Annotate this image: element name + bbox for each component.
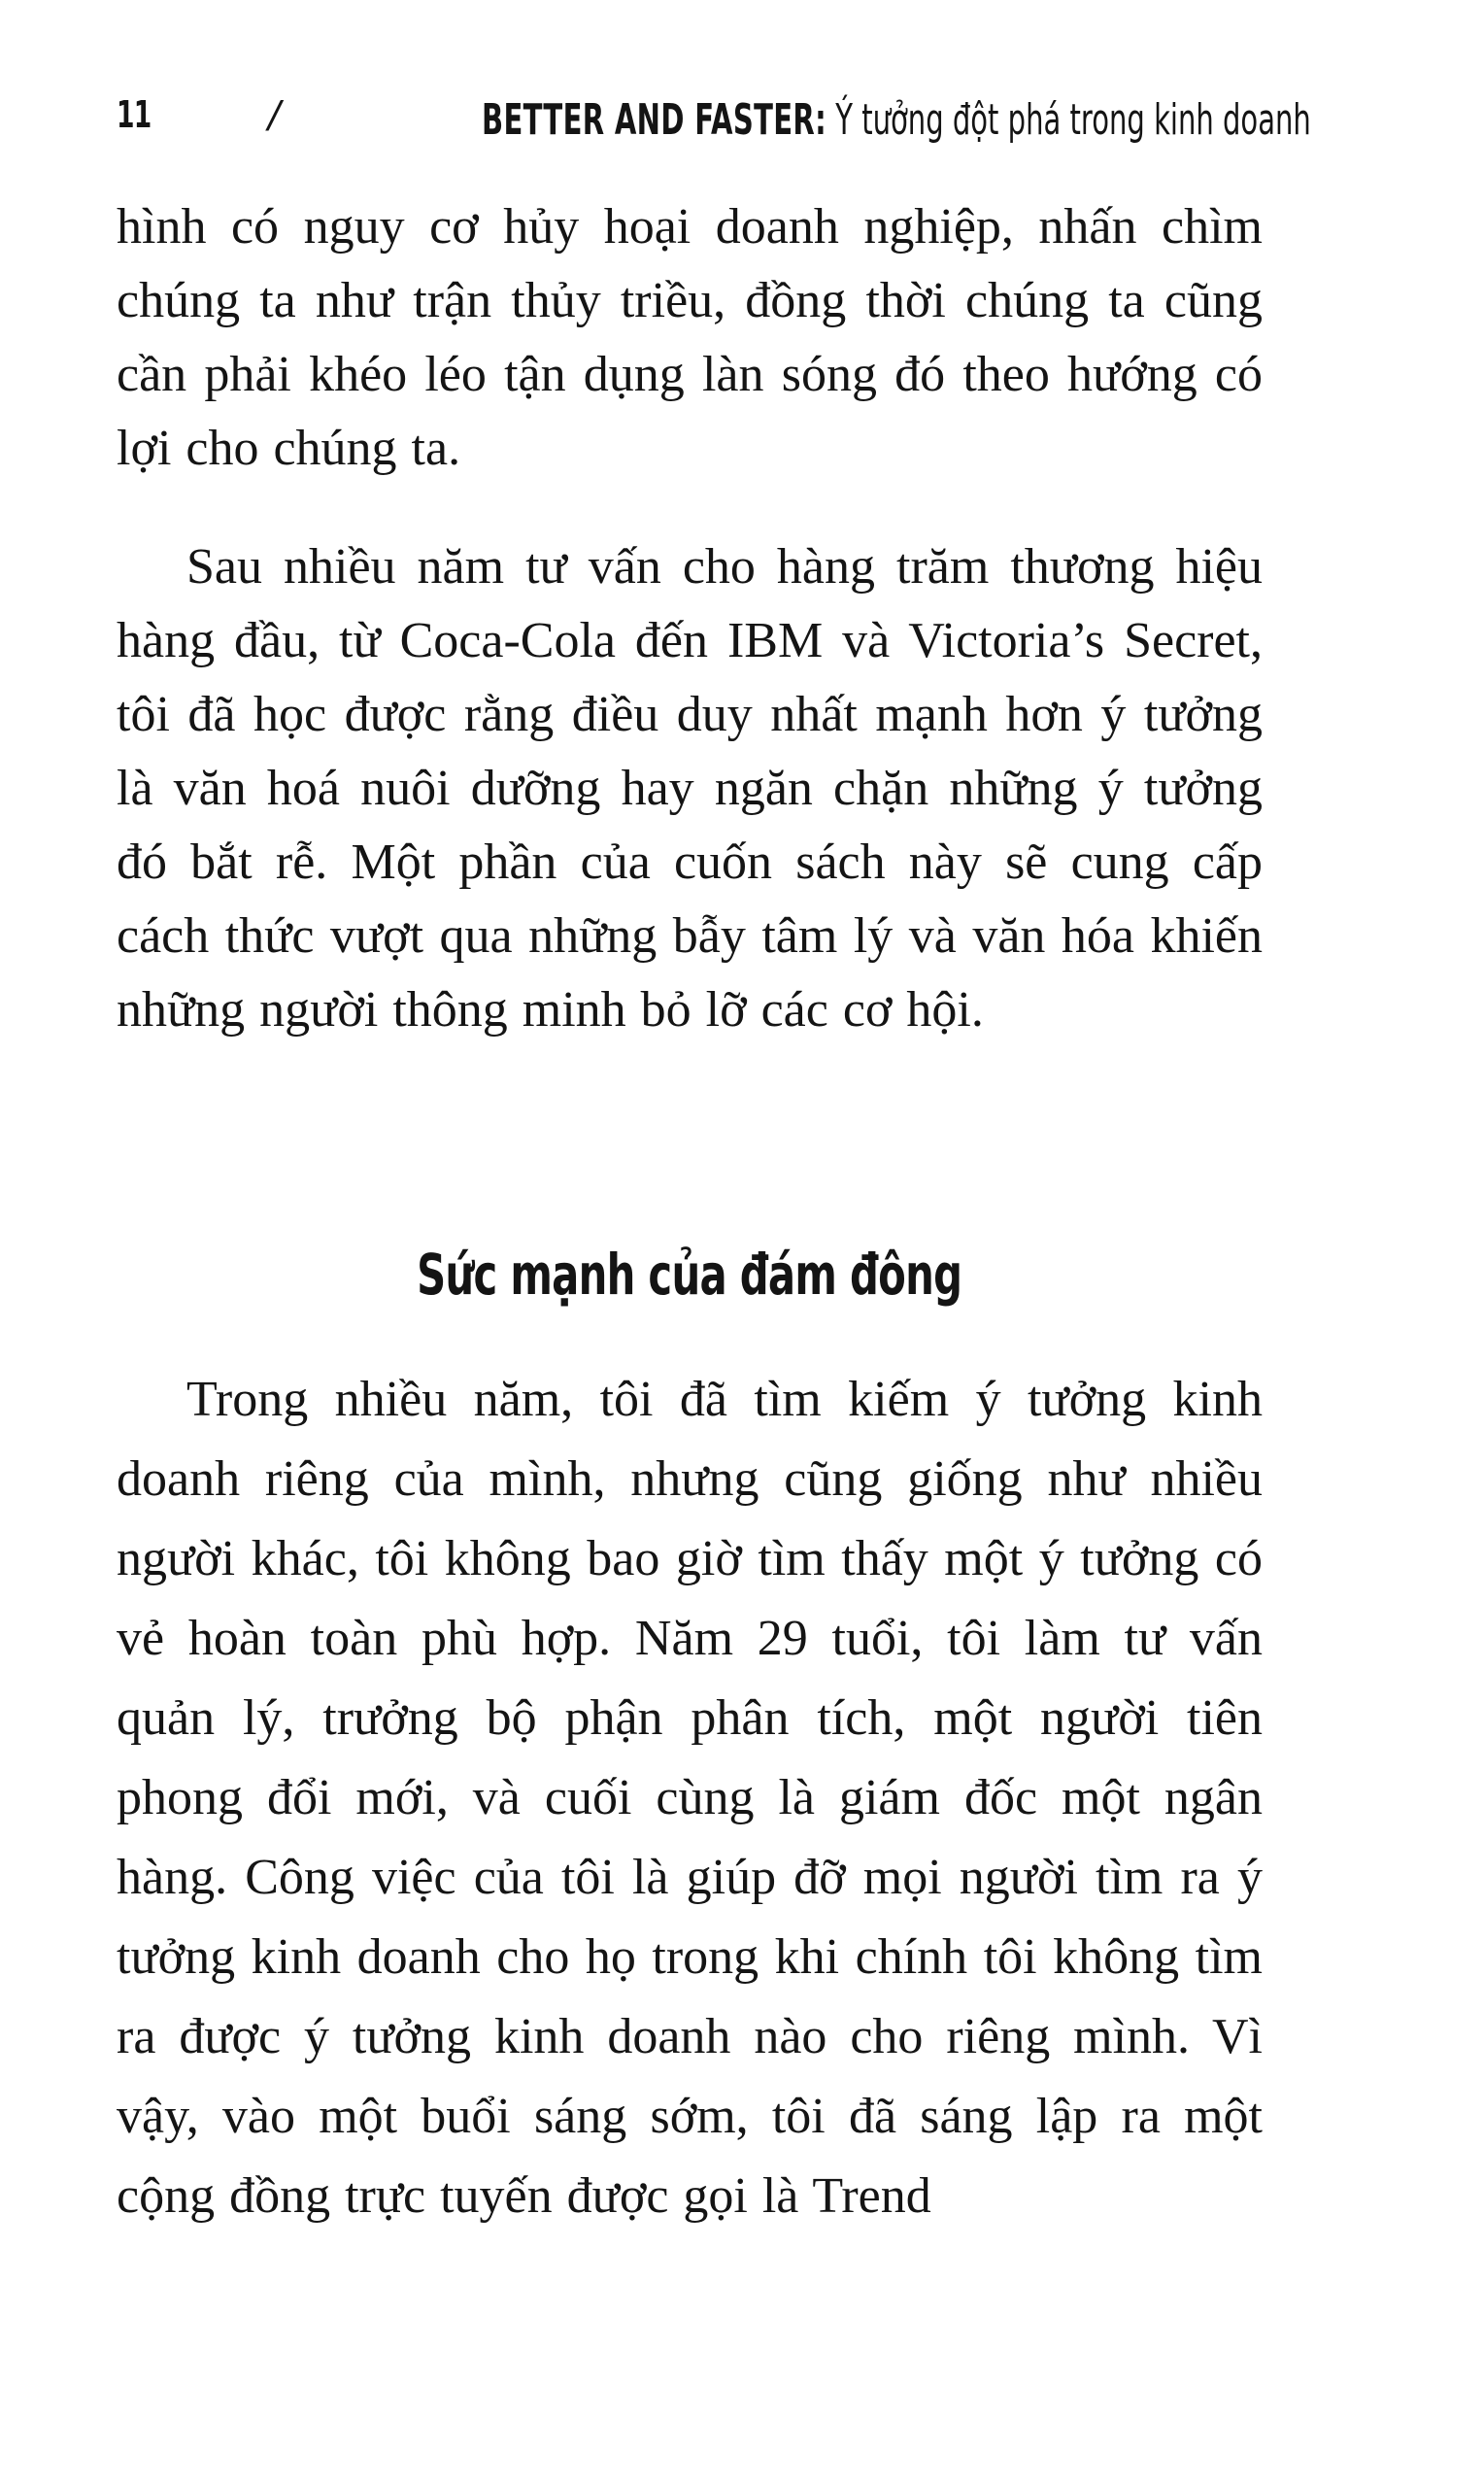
section-heading: [117, 1242, 1263, 1308]
paragraph: Trong nhiều năm, tôi đã tìm kiếm ý tưởng kinh doanh riêng của mình, nhưng cũng giống như nhiều người khác, tôi không bao giờ tìm thấy một ý tưởng có vẻ hoàn toàn phù hợp. Năm 29 tuổi, tôi làm tư vấn quản lý, trưởng bộ phận phân tích, một người tiên phong đổi mới, và cuối cùng là giám đốc một ngân hàng. Công việc của tôi là giúp đỡ mọi người tìm ra ý tưởng kinh doanh cho họ trong khi chính tôi không tìm ra được ý tưởng kinh doanh nào cho riêng mình. Vì vậy, vào một buổi sáng sớm, tôi đã sáng lập ra một cộng đồng trực tuyến được gọi là Trend: [117, 1372, 1263, 2224]
header-separator: /: [268, 93, 281, 136]
running-header: [117, 93, 1311, 152]
paragraph: Sau nhiều năm tư vấn cho hàng trăm thương hiệu hàng đầu, từ Coca-Cola đến IBM và Victoria’s Secret, tôi đã học được rằng điều duy nhất mạnh hơn ý tưởng là văn hoá nuôi dưỡng hay ngăn chặn những ý tưởng đó bắt rễ. Một phần của cuốn sách này sẽ cung cấp cách thức vượt qua những bẫy tâm lý và văn hóa khiến những người thông minh bỏ lỡ các cơ hội.: [117, 539, 1263, 1038]
header-book-title: [482, 95, 1311, 145]
section-heading-text: Sức mạnh của đám đông: [417, 1242, 962, 1308]
book-title: BETTER AND FASTER:: [482, 95, 827, 145]
page-number: 11: [117, 93, 152, 136]
paragraph-continued: hình có nguy cơ hủy hoại doanh nghiệp, nhấn chìm chúng ta như trận thủy triều, đồng thời chúng ta cũng cần phải khéo léo tận dụng làn sóng đó theo hướng có lợi cho chúng ta.: [117, 199, 1263, 476]
book-subtitle: Ý tưởng đột phá trong kinh doanh: [835, 95, 1311, 145]
